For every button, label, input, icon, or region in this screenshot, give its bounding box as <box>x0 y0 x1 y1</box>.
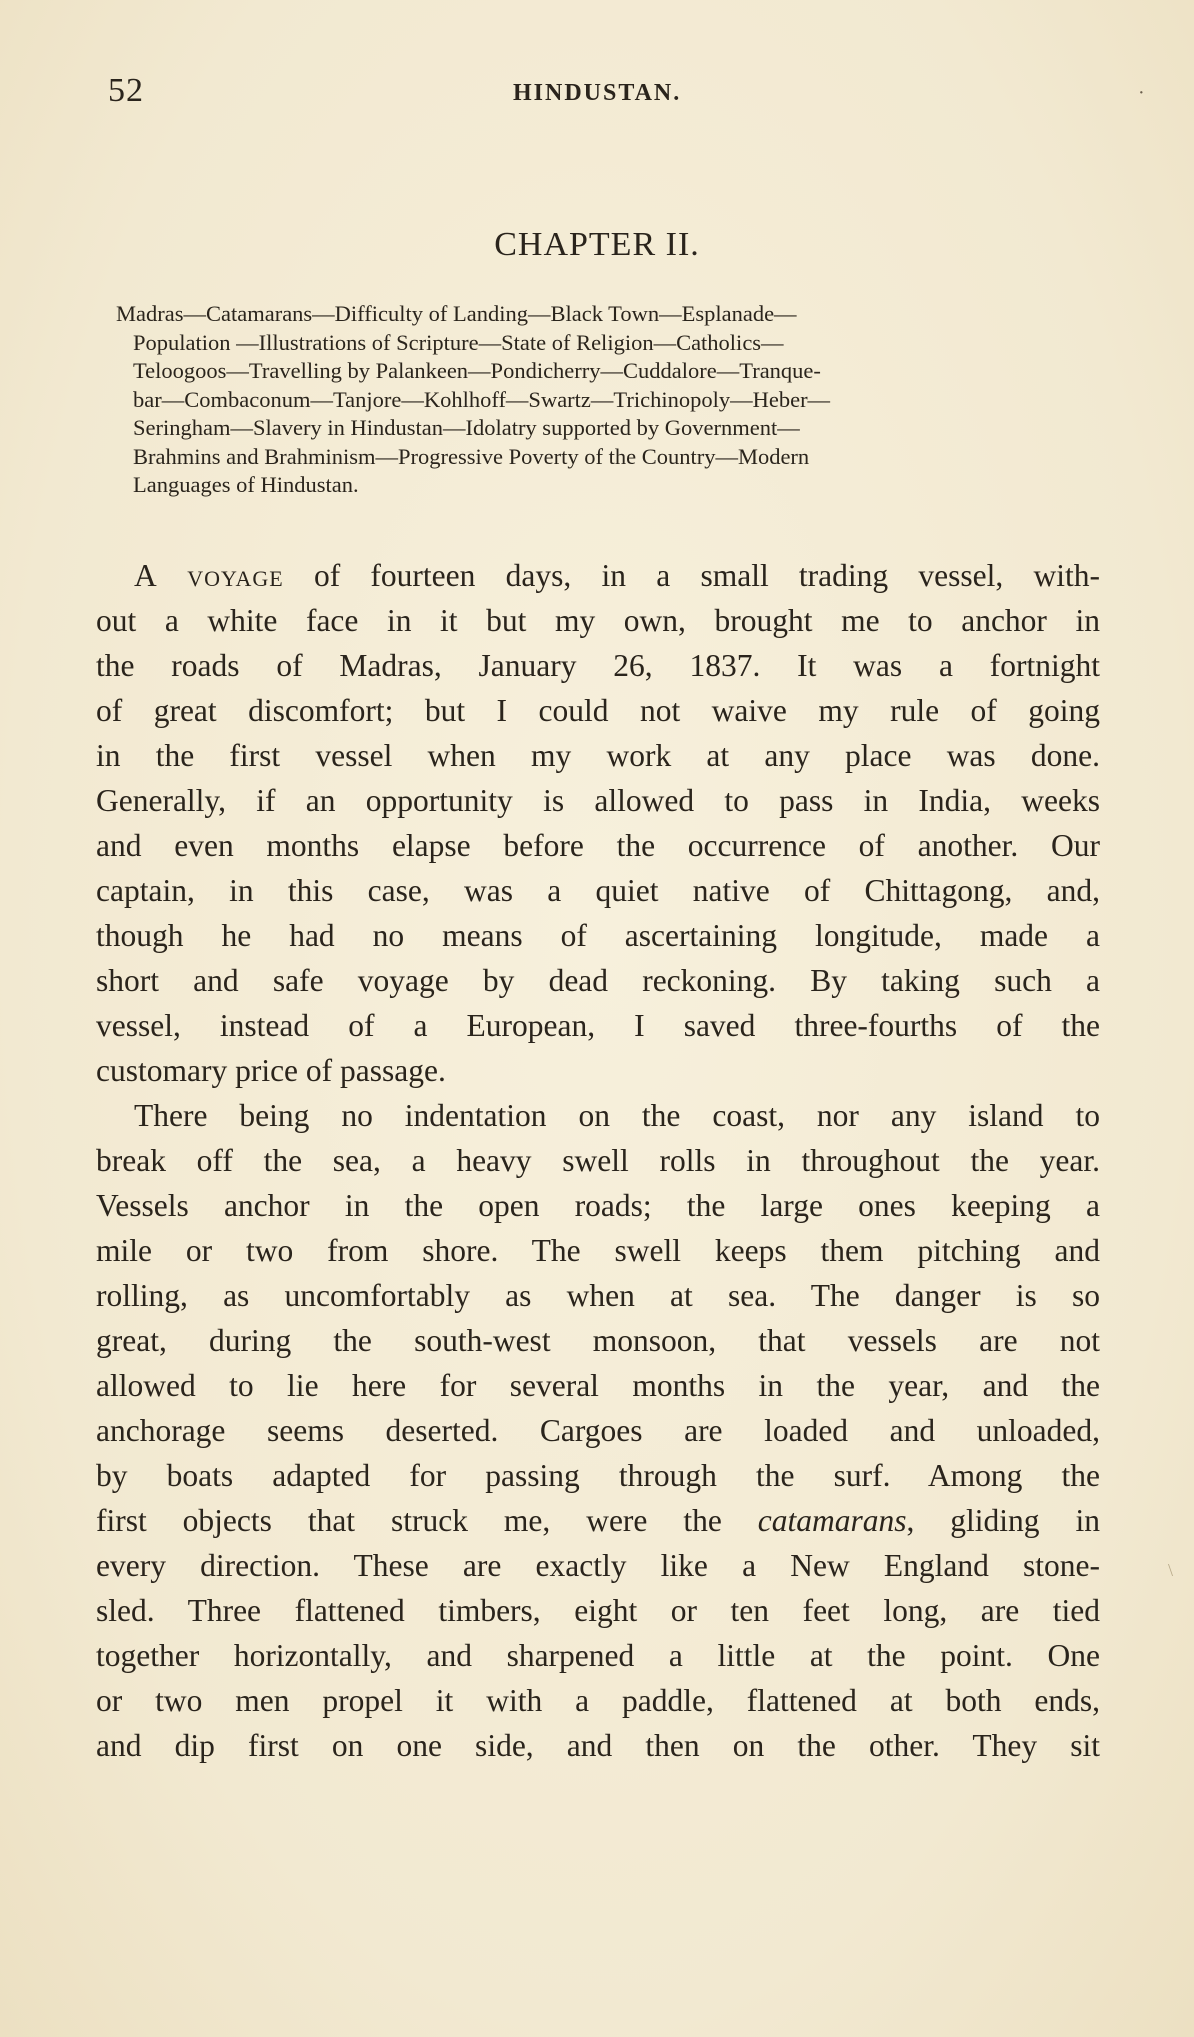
synopsis-line: Population —Illustrations of Scripture—State of Religion—Catholics— <box>133 329 784 355</box>
paragraph-line: great, during the south-west monsoon, that vessels are not <box>96 1323 1100 1358</box>
margin-speck: \ <box>1168 1560 1174 1580</box>
paragraph-line: captain, in this case, was a quiet native of Chittagong, and, <box>96 873 1100 908</box>
chapter-title: CHAPTER II. <box>494 226 700 263</box>
paragraph-line <box>96 1498 1100 1543</box>
paragraph-line: mile or two from shore. The swell keeps them pitching and <box>96 1233 1100 1268</box>
synopsis-line: Languages of Hindustan. <box>133 472 359 497</box>
paragraph-line: Vessels anchor in the open roads; the large ones keeping a <box>96 1188 1100 1223</box>
paragraph-line: There being no indentation on the coast, nor any island to <box>134 1098 1100 1133</box>
line-text: , gliding in <box>906 1503 1100 1538</box>
paragraph-line: customary price of passage. <box>96 1053 446 1088</box>
synopsis-line: Teloogoos—Travelling by Palankeen—Pondicherry—Cuddalore—Tranque- <box>133 358 821 383</box>
paragraph-line: vessel, instead of a European, I saved three-fourths of the <box>96 1008 1100 1043</box>
page-number: 52 <box>108 72 144 109</box>
line-text: of fourteen days, in a small trading vessel, with- <box>283 558 1100 593</box>
paragraph-line: sled. Three flattened timbers, eight or ten feet long, are tied <box>96 1593 1100 1628</box>
paragraph-line: and even months elapse before the occurrence of another. Our <box>96 828 1100 863</box>
paragraph-line: out a white face in it but my own, brought me to anchor in <box>96 603 1100 638</box>
paragraph-line: Generally, if an opportunity is allowed to pass in India, weeks <box>96 783 1100 818</box>
ink-speck: · <box>1138 82 1145 104</box>
synopsis-line: Seringham—Slavery in Hindustan—Idolatry supported by Government— <box>133 415 800 440</box>
synopsis-line: Madras—Catamarans—Difficulty of Landing—Black Town—Esplanade— <box>116 301 797 326</box>
paragraph-line <box>96 553 1100 598</box>
paragraph-line: in the first vessel when my work at any place was done. <box>96 738 1100 773</box>
paragraph-line: rolling, as uncomfortably as when at sea. The danger is so <box>96 1278 1100 1313</box>
lead-smallcaps: A voyage <box>134 558 284 593</box>
paragraph-line: the roads of Madras, January 26, 1837. It was a fortnight <box>96 648 1100 683</box>
paragraph-line: allowed to lie here for several months in the year, and the <box>96 1368 1100 1403</box>
synopsis-line: Brahmins and Brahminism—Progressive Poverty of the Country—Modern <box>133 443 810 469</box>
paragraph-line: break off the sea, a heavy swell rolls in throughout the year. <box>96 1143 1100 1178</box>
running-head <box>108 72 1145 112</box>
paragraph-line: of great discomfort; but I could not waive my rule of going <box>96 693 1100 728</box>
italic-term: catamarans <box>757 1503 907 1538</box>
paragraph-line: every direction. These are exactly like a New England stone- <box>96 1548 1100 1583</box>
paragraph-line: though he had no means of ascertaining longitude, made a <box>96 918 1100 953</box>
paragraph-line: together horizontally, and sharpened a little at the point. One <box>96 1638 1100 1673</box>
chapter-synopsis <box>116 300 1111 500</box>
paragraph-line: short and safe voyage by dead reckoning. By taking such a <box>96 963 1100 998</box>
paragraph-line: or two men propel it with a paddle, flattened at both ends, <box>96 1683 1100 1718</box>
running-title: HINDUSTAN. <box>513 80 682 106</box>
paragraph-line: and dip first on one side, and then on the other. They sit <box>96 1728 1100 1763</box>
synopsis-line: bar—Combaconum—Tanjore—Kohlhoff—Swartz—Trichinopoly—Heber— <box>133 386 831 412</box>
paragraph-line: by boats adapted for passing through the surf. Among the <box>96 1458 1100 1493</box>
body-text <box>96 553 1100 1768</box>
line-text: first objects that struck me, were the <box>96 1503 758 1538</box>
paragraph-line: anchorage seems deserted. Cargoes are loaded and unloaded, <box>96 1413 1100 1448</box>
